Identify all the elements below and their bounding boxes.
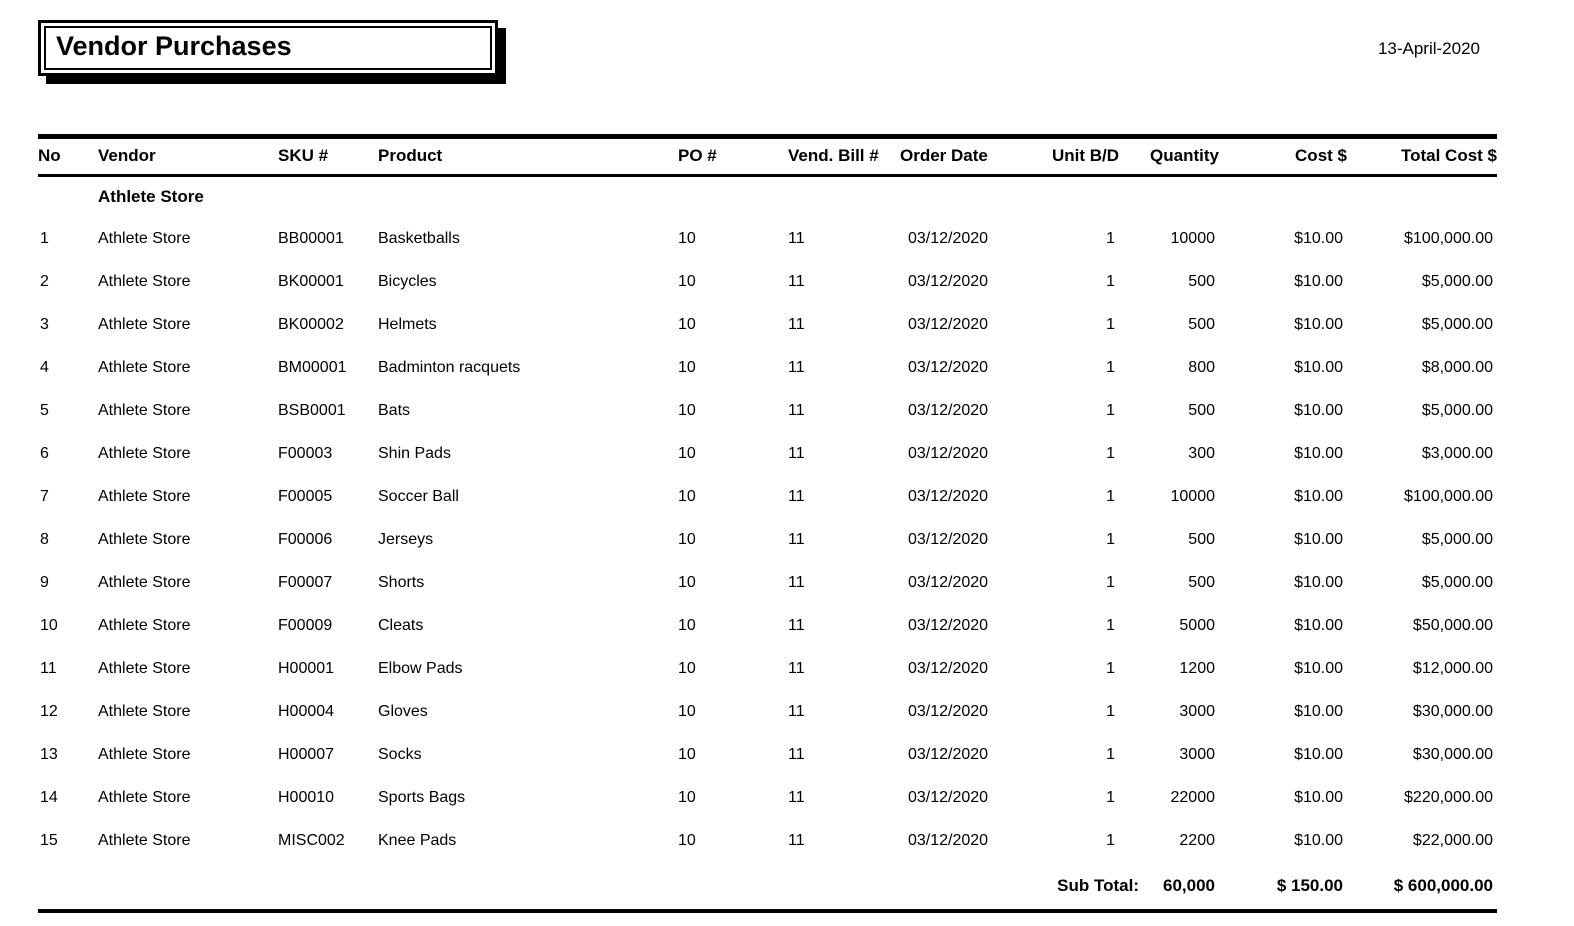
cell-vendor: Athlete Store [98,531,191,548]
cell-qty: 1200 [1179,660,1215,677]
cell-qty: 500 [1188,531,1215,548]
cell-vendor: Athlete Store [98,488,191,505]
cell-cost: $10.00 [1294,617,1343,634]
cell-cost: $10.00 [1294,746,1343,763]
cell-po: 10 [678,703,696,720]
cell-sku: H00010 [278,789,335,806]
cell-total: $5,000.00 [1421,574,1493,591]
cell-po: 10 [678,273,696,290]
table-row [38,605,1497,648]
table-row [38,433,1497,476]
subtotal-cost: $ 150.00 [1276,875,1343,895]
cell-vendor: Athlete Store [98,660,191,677]
cell-product: Basketballs [378,230,460,247]
cell-bill: 11 [788,660,805,677]
cell-sku: F00005 [278,488,333,505]
subtotal-quantity: 60,000 [1163,875,1215,895]
col-header-order_date: Order Date [900,146,988,165]
cell-qty: 500 [1188,273,1215,290]
col-header-po: PO # [678,146,717,165]
table-row [38,562,1497,605]
cell-product: Shin Pads [378,445,451,462]
cell-product: Bats [378,402,411,419]
table-body [38,176,1497,911]
cell-cost: $10.00 [1294,230,1343,247]
cell-bill: 11 [788,402,805,419]
cell-cost: $10.00 [1294,789,1343,806]
cell-sku: F00006 [278,531,333,548]
cell-sku: H00004 [278,703,335,720]
cell-no: 5 [40,402,49,419]
table-row [38,218,1497,261]
cell-po: 10 [678,445,696,462]
cell-unit: 1 [1106,660,1115,677]
table-row [38,648,1497,691]
cell-sku: BB00001 [278,230,344,247]
cell-bill: 11 [788,574,805,591]
cell-order_date: 03/12/2020 [908,832,989,849]
cell-qty: 800 [1188,359,1215,376]
cell-order_date: 03/12/2020 [908,617,989,634]
cell-sku: BSB0001 [278,402,346,419]
subtotal-total-cost: $ 600,000.00 [1393,875,1493,895]
cell-qty: 3000 [1179,746,1215,763]
cell-po: 10 [678,660,696,677]
cell-product: Elbow Pads [378,660,463,677]
cell-no: 6 [40,445,49,462]
cell-po: 10 [678,359,696,376]
cell-order_date: 03/12/2020 [908,746,989,763]
cell-bill: 11 [788,359,805,376]
cell-cost: $10.00 [1294,574,1343,591]
cell-order_date: 03/12/2020 [908,488,989,505]
cell-sku: BM00001 [278,359,347,376]
cell-no: 9 [40,574,49,591]
cell-product: Soccer Ball [378,488,459,505]
cell-no: 10 [40,617,58,634]
cell-no: 14 [40,789,58,806]
cell-unit: 1 [1106,617,1115,634]
group-header-row [38,176,1497,218]
cell-unit: 1 [1106,746,1115,763]
cell-vendor: Athlete Store [98,445,191,462]
cell-unit: 1 [1106,703,1115,720]
cell-total: $100,000.00 [1404,488,1493,505]
cell-no: 8 [40,531,49,548]
subtotal-label: Sub Total: [1057,875,1139,895]
col-header-product: Product [378,146,443,165]
cell-total: $8,000.00 [1421,359,1493,376]
cell-order_date: 03/12/2020 [908,660,989,677]
cell-vendor: Athlete Store [98,230,191,247]
cell-product: Gloves [378,703,428,720]
cell-cost: $10.00 [1294,660,1343,677]
cell-sku: H00001 [278,660,335,677]
cell-po: 10 [678,832,696,849]
cell-order_date: 03/12/2020 [908,273,989,290]
cell-bill: 11 [788,316,805,333]
cell-no: 12 [40,703,58,720]
cell-vendor: Athlete Store [98,316,191,333]
cell-no: 4 [40,359,49,376]
cell-po: 10 [678,617,696,634]
cell-qty: 10000 [1170,488,1215,505]
cell-qty: 500 [1188,402,1215,419]
cell-po: 10 [678,230,696,247]
table-row [38,261,1497,304]
cell-order_date: 03/12/2020 [908,230,989,247]
table-row [38,777,1497,820]
cell-sku: BK00002 [278,316,344,333]
cell-product: Cleats [378,617,424,634]
cell-qty: 10000 [1170,230,1215,247]
cell-po: 10 [678,574,696,591]
cell-cost: $10.00 [1294,531,1343,548]
cell-unit: 1 [1106,531,1115,548]
cell-order_date: 03/12/2020 [908,402,989,419]
cell-qty: 22000 [1170,789,1215,806]
cell-product: Bicycles [378,273,437,290]
cell-no: 2 [40,273,49,290]
cell-qty: 2200 [1179,832,1215,849]
cell-total: $3,000.00 [1421,445,1493,462]
cell-order_date: 03/12/2020 [908,445,989,462]
cell-total: $5,000.00 [1421,402,1493,419]
cell-cost: $10.00 [1294,703,1343,720]
cell-vendor: Athlete Store [98,789,191,806]
cell-product: Socks [378,746,422,763]
cell-unit: 1 [1106,445,1115,462]
cell-sku: H00007 [278,746,335,763]
group-header-label: Athlete Store [98,187,204,207]
cell-order_date: 03/12/2020 [908,703,989,720]
cell-total: $5,000.00 [1421,316,1493,333]
cell-vendor: Athlete Store [98,359,191,376]
table-row [38,347,1497,390]
col-header-unit: Unit B/D [1051,146,1119,165]
header-row [38,137,1497,176]
cell-product: Helmets [378,316,437,333]
cell-cost: $10.00 [1294,488,1343,505]
report-date: 13-April-2020 [1377,39,1480,58]
cell-unit: 1 [1106,574,1115,591]
col-header-no: No [38,146,61,165]
cell-vendor: Athlete Store [98,574,191,591]
cell-total: $12,000.00 [1412,660,1493,677]
cell-sku: F00003 [278,445,333,462]
report-title-box [38,20,498,76]
col-header-sku: SKU # [278,146,329,165]
cell-unit: 1 [1106,402,1115,419]
cell-qty: 300 [1188,445,1215,462]
cell-total: $220,000.00 [1404,789,1493,806]
col-header-cost: Cost $ [1295,146,1347,165]
cell-cost: $10.00 [1294,402,1343,419]
cell-po: 10 [678,402,696,419]
cell-bill: 11 [788,832,805,849]
cell-order_date: 03/12/2020 [908,789,989,806]
cell-total: $5,000.00 [1421,273,1493,290]
cell-vendor: Athlete Store [98,703,191,720]
cell-qty: 500 [1188,574,1215,591]
table-row [38,390,1497,433]
cell-unit: 1 [1106,273,1115,290]
cell-vendor: Athlete Store [98,832,191,849]
cell-total: $50,000.00 [1412,617,1493,634]
col-header-total: Total Cost $ [1400,146,1497,165]
cell-unit: 1 [1106,832,1115,849]
cell-no: 1 [40,230,49,247]
cell-qty: 3000 [1179,703,1215,720]
cell-order_date: 03/12/2020 [908,359,989,376]
table-row [38,691,1497,734]
cell-no: 11 [40,660,57,677]
cell-bill: 11 [788,789,805,806]
table-row [38,304,1497,347]
cell-po: 10 [678,746,696,763]
cell-cost: $10.00 [1294,445,1343,462]
cell-cost: $10.00 [1294,316,1343,333]
cell-total: $100,000.00 [1404,230,1493,247]
cell-sku: F00007 [278,574,333,591]
cell-product: Jerseys [378,531,434,548]
page-title: Vendor Purchases [44,26,492,70]
cell-sku: MISC002 [278,832,345,849]
cell-qty: 5000 [1179,617,1215,634]
cell-qty: 500 [1188,316,1215,333]
subtotal-row [38,863,1497,911]
purchases-table [38,134,1497,913]
cell-unit: 1 [1106,316,1115,333]
cell-order_date: 03/12/2020 [908,316,989,333]
cell-vendor: Athlete Store [98,273,191,290]
cell-sku: F00009 [278,617,333,634]
cell-product: Shorts [378,574,425,591]
cell-bill: 11 [788,531,805,548]
table-row [38,519,1497,562]
cell-order_date: 03/12/2020 [908,574,989,591]
col-header-bill: Vend. Bill # [788,146,879,165]
cell-bill: 11 [788,445,805,462]
cell-product: Sports Bags [378,789,466,806]
cell-unit: 1 [1106,789,1115,806]
cell-product: Knee Pads [378,832,457,849]
cell-total: $5,000.00 [1421,531,1493,548]
cell-bill: 11 [788,488,805,505]
table-row [38,476,1497,519]
cell-no: 3 [40,316,49,333]
group-header-spacer [38,176,98,218]
cell-cost: $10.00 [1294,832,1343,849]
cell-no: 7 [40,488,49,505]
cell-vendor: Athlete Store [98,402,191,419]
cell-bill: 11 [788,746,805,763]
cell-cost: $10.00 [1294,359,1343,376]
cell-bill: 11 [788,230,805,247]
cell-po: 10 [678,531,696,548]
cell-unit: 1 [1106,488,1115,505]
cell-po: 10 [678,488,696,505]
cell-no: 13 [40,746,58,763]
col-header-qty: Quantity [1150,146,1219,165]
cell-total: $30,000.00 [1412,746,1493,763]
cell-cost: $10.00 [1294,273,1343,290]
cell-sku: BK00001 [278,273,344,290]
cell-po: 10 [678,316,696,333]
cell-total: $22,000.00 [1412,832,1493,849]
cell-total: $30,000.00 [1412,703,1493,720]
cell-vendor: Athlete Store [98,746,191,763]
cell-bill: 11 [788,703,805,720]
cell-unit: 1 [1106,230,1115,247]
cell-order_date: 03/12/2020 [908,531,989,548]
cell-bill: 11 [788,617,805,634]
cell-bill: 11 [788,273,805,290]
cell-po: 10 [678,789,696,806]
col-header-vendor: Vendor [98,146,156,165]
cell-vendor: Athlete Store [98,617,191,634]
table-row [38,820,1497,863]
table-row [38,734,1497,777]
cell-unit: 1 [1106,359,1115,376]
cell-no: 15 [40,832,58,849]
cell-product: Badminton racquets [378,359,521,376]
